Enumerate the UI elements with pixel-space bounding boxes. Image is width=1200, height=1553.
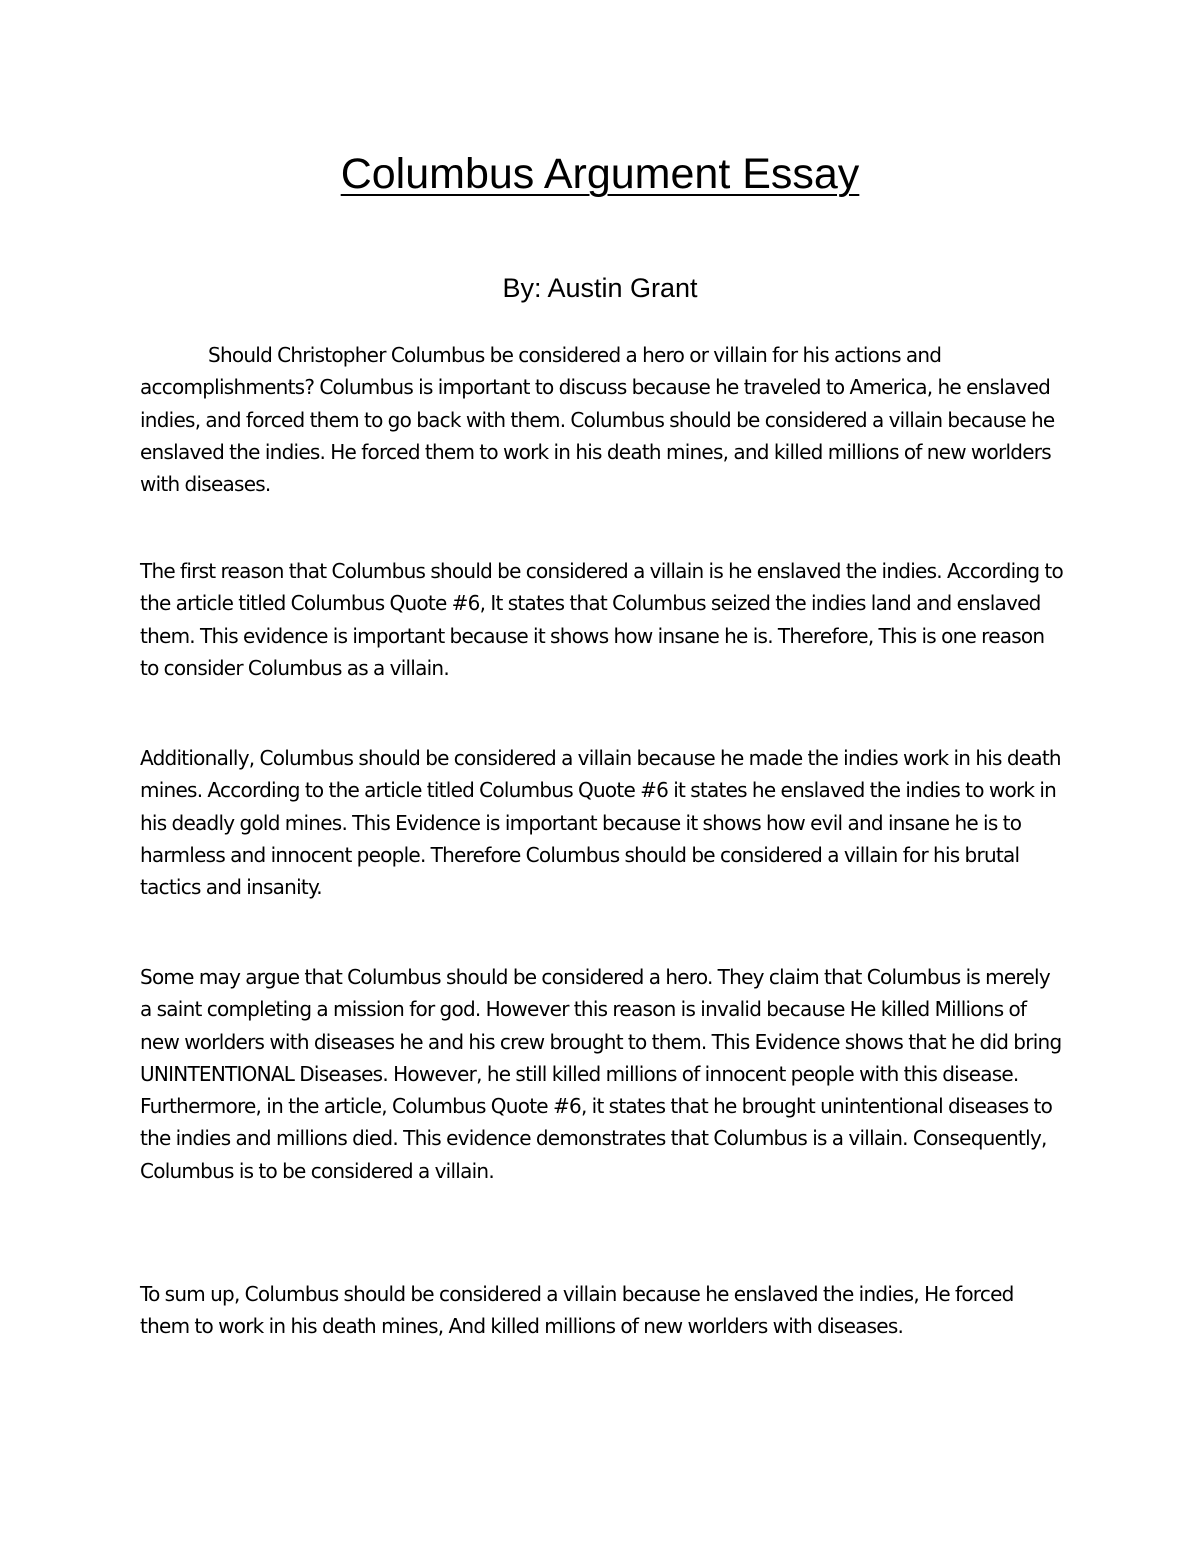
paragraph-conclusion: To sum up, Columbus should be considered a villain because he enslaved the indies, He forced them to work in his death mines, And killed millions of new worlders with diseases. (140, 1282, 1014, 1339)
paragraph-introduction: Should Christopher Columbus be considered a hero or villain for his actions and accomplishments? Columbus is important to discuss because he traveled to America, he enslaved indies, and forced them to go back with them. Columbus should be considered a villain because he enslaved the indies. He forced them to work in his death mines, and killed millions of new worlders with diseases. (140, 343, 1055, 497)
paragraph-counterargument: Some may argue that Columbus should be considered a hero. They claim that Columbus is merely a saint completing a mission for god. However this reason is invalid because He killed Millions of new worlders with diseases he and his crew brought to them. This Evidence shows that he did bring UNINTENTIONAL Diseases. However, he still killed millions of innocent people with this disease. Furthermore, in the article, Columbus Quote #6, it states that he brought unintentional diseases to the indies and millions died. This evidence demonstrates that Columbus is a villain. Consequently, Columbus is to be considered a villain. (140, 965, 1062, 1183)
document-title: Columbus Argument Essay (340, 150, 860, 198)
paragraph-second-reason: Additionally, Columbus should be considered a villain because he made the indies work in his death mines. According to the article titled Columbus Quote #6 it states he enslaved the indies to work in his deadly gold mines. This Evidence is important because it shows how evil and insane he is to harmless and innocent people. Therefore Columbus should be considered a villain for his brutal tactics and insanity. (140, 746, 1061, 900)
paragraph-first-reason: The first reason that Columbus should be considered a villain is he enslaved the indies. According to the article titled Columbus Quote #6, It states that Columbus seized the indies land and enslaved them. This evidence is important because it shows how insane he is. Therefore, This is one reason to consider Columbus as a villain. (140, 559, 1063, 680)
author-byline: By: Austin Grant (502, 273, 698, 303)
